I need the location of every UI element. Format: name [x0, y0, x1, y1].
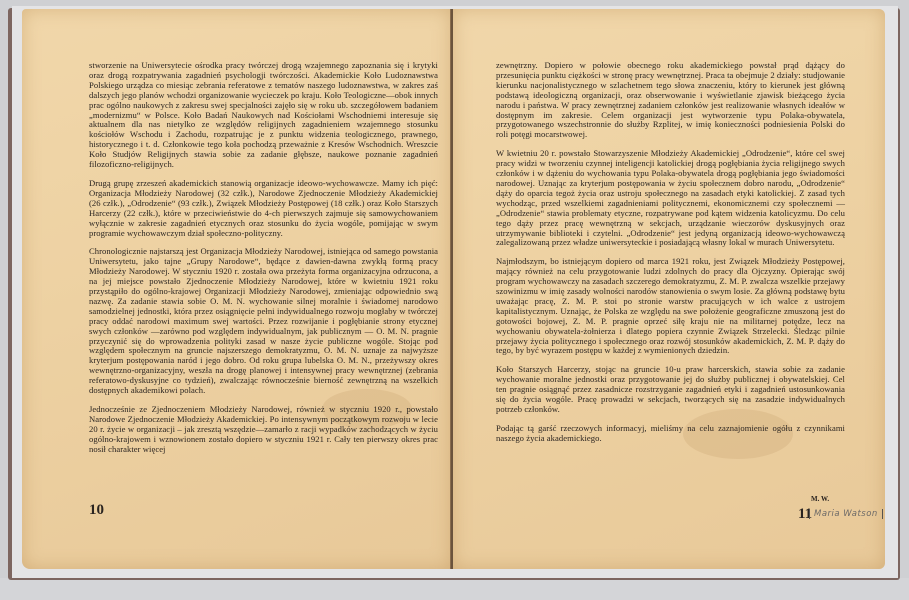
paragraph: zewnętrzny. Dopiero w połowie obecnego roku akademickiego powstał prąd dążący do przesunięcia punktu ciężkości w stronę pracy wewnętrznej. Praca ta obejmuje 2 działy: studjowanie kierunku nacjonalistycznego w szlachetnem tego słowa znaczeniu, który to kierunek jest główną podstawą ideologiczną organizacji, oraz obserwowanie i wyświetlanie zjawisk bieżącego życia narodu i państwa. W pracy zewnętrznej zadaniem członków jest realizowanie własnych ideałów w dostępnym im zakresie. Celem organizacji jest wytworzenie typu Polaka-obywatela, przygotowanego wszechstronnie do służby Rzplitej, w imię konieczności podniesienia Polski do roli potęgi mocarstwowej. [496, 60, 845, 140]
paragraph: Najmłodszym, bo istniejącym dopiero od marca 1921 roku, jest Związek Młodzieży Postępowej, mający również na celu przygotowanie ludzi zdolnych do pracy dla Ojczyzny. Opierając swój program wychowawczy na zasadach szczerego demokratyzmu, Z. M. P. zwalcza wszelkie przejawy szowinizmu w imię zasady wolności narodów stanowienia o swym losie. Za główną podstawę bytu uważając pracę, Z. M. P. stoi po stronie warstw pracujących w ich walce z ustrojem kapitalistycznym. Uznając, że Polska ze względu na swe położenie geograficzne zmuszoną jest do gotowości bojowej, Z. M. P. pragnie oprzeć siłę kraju nie na militarnej potędze, lecz na wychowaniu obywatela-żołnierza i dlatego popiera czynnie Związek Strzelecki. Śledząc pilnie przejawy życia politycznego i społecznego oraz rozwój stosunków akademickich, Z. M. P. dąży do tego, by być wyrazem postępu w każdej z wymienionych dziedzin. [496, 256, 845, 356]
right-page [453, 9, 885, 569]
handwritten-note: Maria Watson [809, 509, 883, 519]
paragraph: Chronologicznie najstarszą jest Organizacja Młodzieży Narodowej, istniejąca od samego powstania Uniwersytetu, jako tajne „Grupy Narodowe“, będące z dawien-dawna zwykłą formą pracy Młodzieży Narodowej. W styczniu 1920 r. została owa przeżyta forma organizacyjna odrzucona, a na jej miejsce powstało Zjednoczenie Młodzieży Narodowej, które w kwietniu 1921 roku przystąpiło do ogólno-krajowej Organizacji Młodzieży Narodowej, zmieniając odpowiednio swą nazwę. Za zadanie stawia sobie O. M. N. wychowanie silnej moralnie i świadomej narodowo samodzielnej jednostki, która przez osiągnięcie pełni indywidualnego rozwoju mogłaby w twórczej pracy oddać narodowi maximum swej wartości. Przez rozwijanie i pogłębianie strony etycznej swych członków —zarówno pod względem indywidualnym, jak publicznym — O. M. N. pragnie przyczynić się do wprowadzenia polityki zasad w nasze życie publiczne wogóle. Stojąc pod względem społecznym na gruncie najszerszego demokratyzmu, O. M. N. uznaje za najwyższe kryterjum postępowania naród i jego dobro. Od roku grupa lubelska O. M. N., przeżywszy okres wewnętrzno-organizacyjny, weszła na drogę planowej i intensywnej pracy wewnętrznej (zebrania referatowo-dyskusyjne co tydzień), zwalczając równocześnie bierność zewnętrzną na wszelkich dostępnych akademikowi polach. [89, 246, 438, 396]
paragraph: Koło Starszych Harcerzy, stojąc na gruncie 10-u praw harcerskich, stawia sobie za zadanie wychowanie moralne jednostki oraz przygotowanie jej do służby publicznej i obywatelskiej. Cel ten pragnie osiągnąć przez zasadnicze rozstrzyganie zagadnień etyki i zagadnień ustosunkowania się do życia wogóle. Pracę prowadzi w sekcjach, tworzących się na zasadzie indywidualnych potrzeb członków. [496, 364, 845, 414]
paragraph: W kwietniu 20 r. powstało Stowarzyszenie Młodzieży Akademickiej „Odrodzenie“, które cel swej pracy widzi w tworzeniu czynnej inteligencji katolickiej drogą pogłębiania życia religijnego swych członków i w dążeniu do wychowania typu Polaka-obywatela drogą pogłębiania jego świadomości narodowej. Uznając za kryterjum postępowania w życiu społecznem dobro narodu, „Odrodzenie“ dąży do oparcia tegoż życia oraz ustroju społecznego na zasadach etyki katolickiej. Z zasad tych wychodząc, przed wszelkiemi zagadnieniami politycznemi, ekonomicznemi czy społecznemi — „Odrodzenie“ stawia problematy etyczne, rozpatrywane pod kątem widzenia katolicyzmu. Do celu tego dąży przez pracę wewnętrzną w sekcjach, urządzanie wieczorów dyskusyjnych oraz utrzymywanie biblioteki i czytelni. „Odrodzenie“ jest jedyną organizacją ideowo-wychowawczą zalegalizowaną przez władze uniwersyteckie i posiadającą własny lokal w murach Uniwersytetu. [496, 148, 845, 248]
paragraph: Jednocześnie ze Zjednoczeniem Młodzieży Narodowej, również w styczniu 1920 r., powstało Narodowe Zjednoczenie Młodzieży Akademickiej. Po intensywnym początkowym rozwoju w lecie 20 r. życie w organizacji – jak zresztą wszędzie—zamarło z racji wypadków zachodzących w życiu ogólno-krajowem i wznowionem zostało dopiero w styczniu 1921 r. Cały ten pierwszy okres prac nosił charakter więcej [89, 404, 438, 454]
paragraph: stworzenie na Uniwersytecie ośrodka pracy twórczej drogą wzajemnego zapoznania się i krytyki oraz drogą rozpatrywania zagadnień psychologji twórczości. Akademickie Koło Ludoznawstwa Polskiego urządza co miesiąc zebrania referatowe z tematów naszego ludoznawstwa, w zakres zaś dalszych jego planów wchodzi organizowanie wycieczek po kraju. Koło Teologiczne—obok innych prac ogólno naukowych z zakresu swej specjalności zajęło się w roku ub. szczegółowem badaniem „modernizmu“ w Polsce. Koło Badań Naukowych nad Kościołami Wschodniemi interesuje się aktualnem dla nas nietylko ze względów religijnych zagadnieniem wzajemnego stosunku kościołów Wschodu i Zachodu, rozpatrując je z punktu widzenia teologicznego, prawnego, historycznego i t. d. Członkowie tego koła pochodzą przeważnie z Kresów Wschodnich. Wreszcie Koło Studjów Religijnych stawia sobie za zadanie głębsze, naukowe poznanie zagadnień filozoficzno-religijnych. [89, 60, 438, 170]
paragraph: Podając tą garść rzeczowych informacyj, mieliśmy na celu zaznajomienie ogółu z czynnikami naszego życia akademickiego. [496, 422, 845, 443]
right-page-text [496, 61, 845, 453]
page-number: 11 [798, 506, 813, 522]
page-number: 10 [89, 502, 104, 518]
left-page [22, 9, 451, 569]
author-signature: M. W. [811, 495, 830, 503]
scan-background [0, 578, 909, 600]
paragraph: Drugą grupę zrzeszeń akademickich stanowią organizacje ideowo-wychowawcze. Mamy ich pięć: Organizacja Młodzieży Narodowej (32 człk.), Narodowe Zjednoczenie Młodzieży Akademickiej (26 człk.), „Odrodzenie“ (93 człk.), Związek Młodzieży Postępowej (18 człk.) oraz Koło Starszych Harcerzy (22 człk.), które w przeciwieństwie do 4-ch pierwszych zajmuje się samowychowaniem wyłącznie w zakresie zagadnień etycznych oraz stosunku do życia wogóle, pomijając w swym programie wychowawczym dział społeczno-polityczny. [89, 177, 438, 238]
left-page-text [89, 61, 438, 464]
